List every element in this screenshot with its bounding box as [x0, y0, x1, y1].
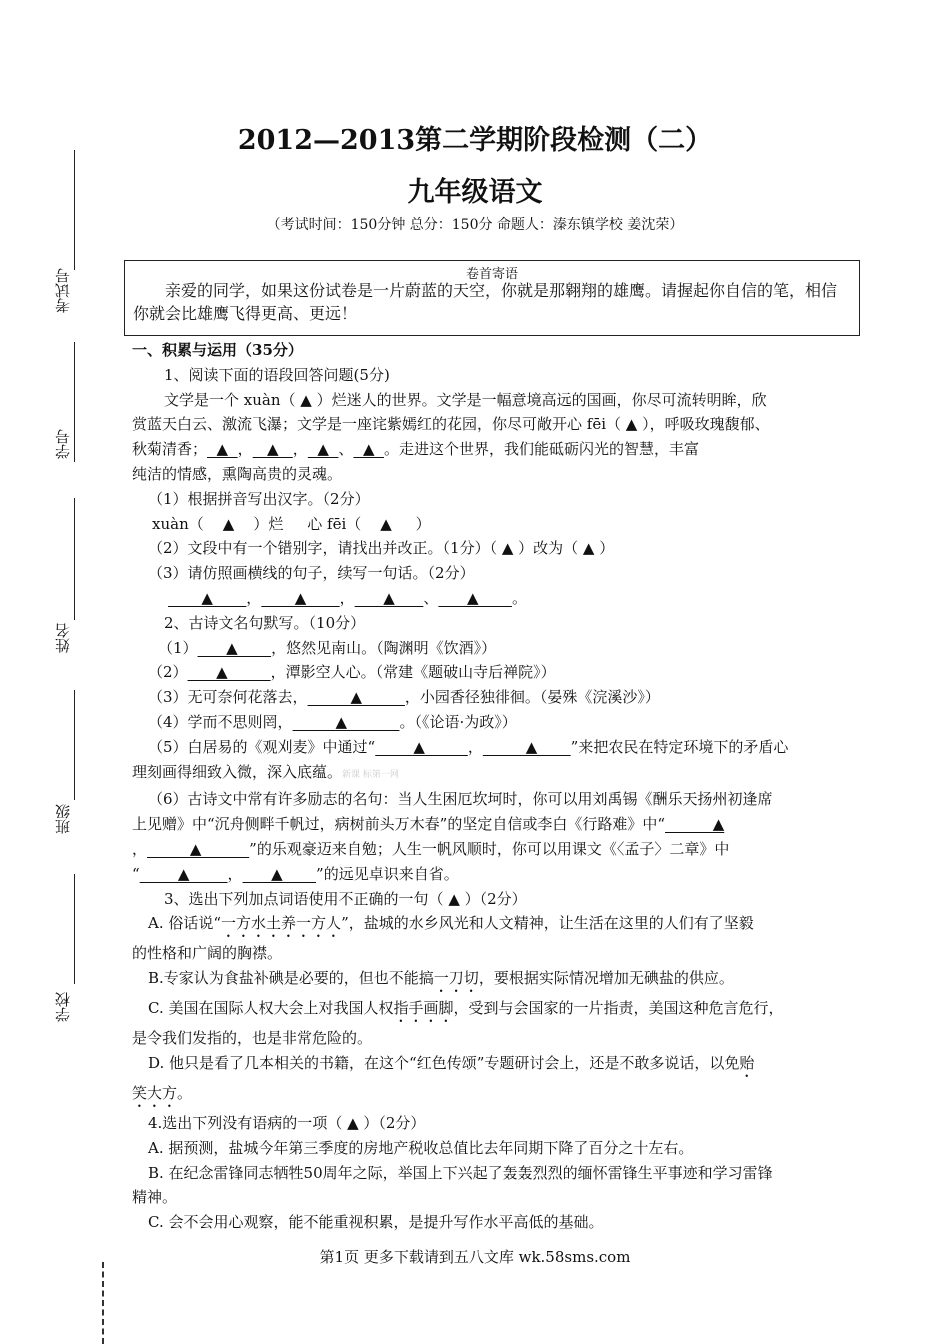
answer-blank[interactable]: ▲: [482, 737, 571, 756]
answer-blank[interactable]: ▲: [168, 588, 247, 607]
dotted-phrase: 一刀切: [433, 969, 479, 988]
answer-blank[interactable]: ▲: [147, 839, 250, 858]
option-text: C. 美国在国际人权大会上对我国人权: [148, 999, 394, 1018]
poem-line: [132, 636, 854, 661]
option-d-cont: [132, 1081, 854, 1111]
option-c: [132, 996, 854, 1026]
sidebar-label-class: 班级: [54, 804, 72, 834]
question-2-title: 2、古诗文名句默写。（10分）: [164, 613, 366, 632]
answer-blank[interactable]: ▲: [665, 815, 725, 834]
sub-answer[interactable]: xuàn（ ▲ ）烂 心 fēi（ ▲ ）: [152, 514, 431, 533]
poem-text: ”的乐观豪迈来自勉；人生一帆风顺时，你可以用课文《〈孟子〉二章》中: [249, 839, 730, 858]
item-number: （2）: [148, 663, 188, 682]
passage-line: 纯洁的情感，熏陶高贵的灵魂。: [132, 464, 343, 483]
poem-text: ，小园香径独徘徊。（晏殊《浣溪沙》）: [404, 688, 660, 707]
passage-line: 文学是一个 xuàn（ ▲ ）烂迷人的世界。文学是一幅意境高远的国画，你尽可流转明眸，欣: [164, 390, 767, 409]
option-a: [132, 911, 854, 941]
separator: ，: [339, 588, 355, 607]
page-subtitle: 九年级语文: [407, 177, 543, 208]
separator: 、: [423, 588, 439, 607]
exam-info: （考试时间：150分钟 总分：150分 命题人：溱东镇学校 姜沈荣）: [266, 217, 684, 233]
foreword-title: 卷首寄语: [465, 267, 518, 282]
binding-line: [74, 874, 75, 984]
answer-blank[interactable]: ▲: [187, 663, 271, 682]
poem-text: 上见赠》中“沉舟侧畔千帆过，病树前头万木春”的坚定自信或李白《行路难》中“: [132, 815, 666, 834]
binding-line: [74, 150, 75, 270]
poem-text: （5）白居易的《观刈麦》中通过“: [148, 737, 376, 756]
option-text: ，受到与会国家的一片指责，美国这种危言危行，: [453, 999, 784, 1018]
answer-blank[interactable]: ▲: [292, 712, 400, 731]
dotted-phrase: 指手画脚: [393, 999, 454, 1018]
sub-answer-line: [132, 586, 854, 611]
option-text: 。: [177, 1083, 193, 1102]
separator: ，: [467, 737, 483, 756]
sidebar-label-exam-number: 考试号: [54, 268, 72, 314]
poem-line: [132, 660, 854, 685]
poem-line: [132, 812, 854, 837]
passage-line: 赏蓝天白云、激流飞瀑；文学是一座诧紫嫣红的花园，你尽可敞开心 fēi（ ▲ ），呼吸玫瑰馥郁、: [132, 415, 770, 434]
item-number: （1）: [158, 638, 198, 657]
poem-line: [132, 862, 854, 887]
answer-blank[interactable]: ▲: [242, 864, 317, 883]
poem-text: ，潭影空人心。（常建《题破山寺后禅院》）: [270, 663, 556, 682]
poem-text: 。（《论语·为政》）: [399, 712, 517, 731]
poem-line: [132, 685, 854, 710]
answer-blank[interactable]: ▲: [438, 588, 512, 607]
option-d: [132, 1051, 854, 1081]
separator: ，: [246, 588, 262, 607]
answer-blank[interactable]: ▲: [261, 588, 340, 607]
option-b: B. 在纪念雷锋同志牺牲50周年之际，举国上下兴起了轰轰烈烈的缅怀雷锋生平事迹和学习雷锋: [148, 1163, 773, 1182]
answer-blank[interactable]: ▲: [375, 737, 468, 756]
exam-content: [132, 338, 854, 1235]
separator: 。: [511, 588, 527, 607]
option-text: ，要根据实际情况增加无碘盐的供应。: [478, 969, 734, 988]
option-text: D. 他只是看了几本相关的书籍，在这个“红色传颂”专题研讨会上，还是不敢多说话，以免: [148, 1053, 740, 1072]
poem-text: （3）无可奈何花落去，: [148, 688, 308, 707]
page-footer: 第1页 更多下载请到五八文库 wk.58sms.com: [319, 1248, 631, 1266]
option-a-cont: 的性格和广阔的胸襟。: [132, 944, 283, 963]
section-heading: 一、积累与运用（35分）: [132, 341, 303, 359]
dotted-phrase: 一方水土养一方人: [221, 914, 342, 933]
sidebar-label-school: 学校: [54, 992, 72, 1022]
watermark: 新课 标第一网: [342, 769, 399, 780]
option-b-cont: 精神。: [132, 1188, 178, 1207]
passage-line: [132, 437, 854, 462]
separator: 、: [338, 440, 354, 459]
binding-line: [74, 690, 75, 800]
answer-blank[interactable]: ▲: [354, 588, 424, 607]
poem-text: （4）学而不思则罔，: [148, 712, 293, 731]
separator: ，: [292, 440, 308, 459]
separator: ，: [132, 839, 148, 858]
poem-line: [132, 837, 854, 862]
dotted-phrase: 笑大方: [132, 1083, 178, 1102]
option-text: A. 俗话说“: [148, 914, 222, 933]
question-1-title: 1、阅读下面的语段回答问题(5分): [164, 365, 390, 384]
option-b: [132, 966, 854, 996]
option-c-cont: 是令我们发指的，也是非常危险的。: [132, 1029, 373, 1048]
foreword-text: 亲爱的同学，如果这份试卷是一片蔚蓝的天空，你就是那翱翔的雄鹰。请握起你自信的笔，相信你就会比雄鹰飞得更高、更远！: [133, 281, 838, 323]
sidebar-label-student-number: 学号: [54, 429, 72, 459]
poem-line: [132, 710, 854, 735]
poem-line: （6）古诗文中常有许多励志的名句：当人生困厄坎坷时，你可以用刘禹锡《酬乐天扬州初逢席: [148, 790, 773, 809]
poem-text: ”的远见卓识来自省。: [316, 864, 459, 883]
option-c: C. 会不会用心观察，能不能重视积累，是提升写作水平高低的基础。: [148, 1213, 604, 1232]
question-4-title: 4.选出下列没有语病的一项（ ▲ ）（2分）: [148, 1113, 426, 1132]
answer-blank[interactable]: ▲: [139, 864, 228, 883]
answer-blank[interactable]: ▲: [307, 440, 339, 459]
answer-blank[interactable]: ▲: [353, 440, 385, 459]
page-title: 2012—2013第二学期阶段检测（二）: [237, 125, 713, 156]
poem-line: [132, 760, 854, 788]
option-text: B.专家认为食盐补碘是必要的，但也不能搞: [148, 969, 434, 988]
binding-line: [74, 498, 75, 620]
answer-blank[interactable]: ▲: [207, 440, 238, 459]
binding-dashed-line: [102, 1262, 104, 1344]
option-text: ”，盐城的水乡风光和人文精神，让生活在这里的人们有了坚毅: [341, 914, 754, 933]
passage-text: 秋菊清香；: [132, 440, 208, 459]
poem-text: ”来把农民在特定环境下的矛盾心: [570, 737, 789, 756]
poem-text: ，悠然见南山。（陶渊明《饮酒》）: [271, 638, 497, 657]
answer-blank[interactable]: ▲: [197, 638, 272, 657]
option-a: A. 据预测，盐城今年第三季度的房地产税收总值比去年同期下降了百分之十左右。: [148, 1138, 694, 1157]
poem-text: “: [132, 864, 140, 883]
foreword-box: [124, 260, 860, 336]
answer-blank[interactable]: ▲: [252, 440, 293, 459]
sub-question: （3）请仿照画横线的句子，续写一句话。（2分）: [148, 564, 475, 583]
separator: ，: [237, 440, 253, 459]
poem-line: [132, 735, 854, 760]
answer-blank[interactable]: ▲: [307, 688, 405, 707]
separator: ，: [227, 864, 243, 883]
poem-text: 理刻画得细致入微，深入底蕴。: [132, 762, 343, 781]
question-3-title: 3、选出下列加点词语使用不正确的一句（ ▲ ）（2分）: [164, 889, 527, 908]
sidebar-label-name: 姓名: [54, 623, 72, 653]
sub-question: （2）文段中有一个错别字，请找出并改正。（1分）（ ▲ ）改为（ ▲ ）: [148, 539, 615, 558]
sub-question: （1）根据拼音写出汉字。（2分）: [148, 489, 370, 508]
passage-text: 。走进这个世界，我们能砥砺闪光的智慧，丰富: [384, 440, 700, 459]
dotted-phrase: 贻: [739, 1053, 755, 1072]
